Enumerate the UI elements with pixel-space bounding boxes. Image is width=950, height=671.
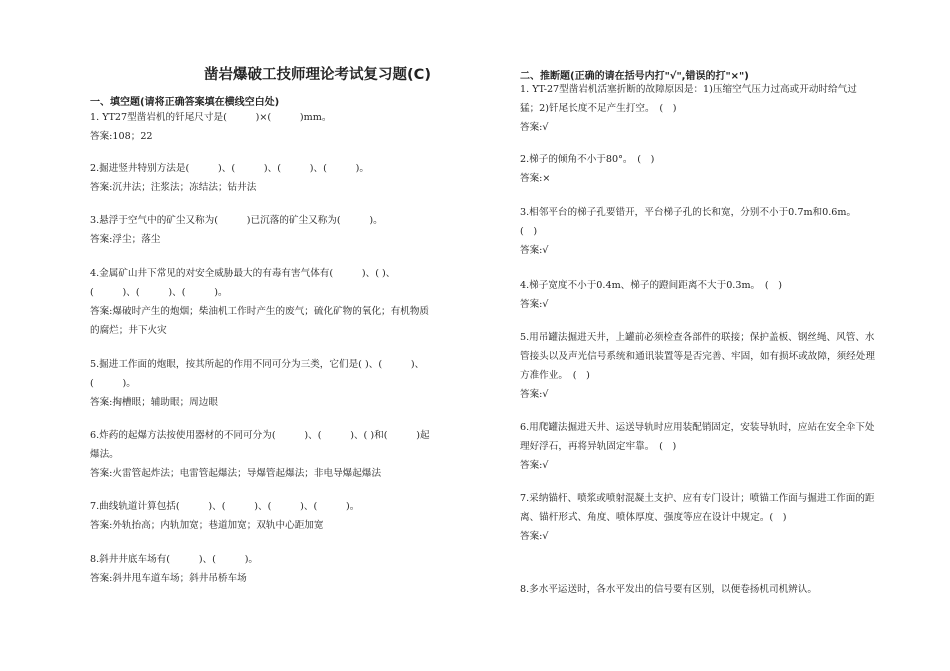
question-text: 8.斜井井底车场有( )、( )。 — [90, 554, 259, 565]
fill-question-6 — [90, 426, 435, 483]
answer-text: 答案:火雷管起炸法；电雷管起爆法；导爆管起爆法；非电导爆起爆法 — [90, 468, 382, 479]
answer-text: 答案:斜井甩车道车场；斜井吊桥车场 — [90, 573, 247, 584]
judge-section-heading: 二、推断题(正确的请在括号内打"√",错误的打"×") — [520, 71, 749, 82]
fill-question-4 — [90, 264, 435, 340]
judge-question-4 — [520, 276, 875, 314]
answer-text: 答案:浮尘；落尘 — [90, 234, 161, 245]
question-text: 1. YT-27型凿岩机活塞折断的故障原因是：1)压缩空气压力过高或开动时给气过猛；2)钎尾长度不足产生打空。 ( ) — [520, 84, 857, 114]
question-text: 4.梯子宽度不小于0.4m、梯子的蹬间距离不大于0.3m。 ( ) — [520, 280, 783, 291]
judge-question-7 — [520, 489, 875, 546]
answer-text: 答案:掏槽眼；辅助眼；周边眼 — [90, 397, 218, 408]
judge-question-6 — [520, 418, 875, 475]
question-text: 6.用爬罐法掘进天井、运送导轨时应用装配销固定，安装导轨时，应站在安全伞下处理好浮石，再将异轨固定牢靠。 ( ) — [520, 422, 875, 452]
judge-question-5 — [520, 328, 875, 404]
answer-text: 答案:沉井法；注浆法；冻结法；钻井法 — [90, 182, 257, 193]
fill-question-1 — [90, 108, 435, 146]
fill-question-2 — [90, 159, 435, 197]
answer-text: 答案:√ — [520, 122, 549, 133]
question-text: 3.悬浮于空气中的矿尘又称为( )已沉落的矿尘又称为( )。 — [90, 215, 383, 226]
fill-question-8 — [90, 550, 435, 588]
answer-text: 答案:× — [520, 173, 551, 184]
question-text: 6.炸药的起爆方法按使用器材的不同可分为( )、( )、( )和( )起爆法。 — [90, 430, 430, 460]
question-text: 3.相邻平台的梯子孔要错开，平台梯子孔的长和宽，分别不小于0.7m和0.6m。 ( ) — [520, 207, 861, 237]
question-text: 7.采纳锚杆、喷浆或喷射混凝土支护、应有专门设计；喷锚工作面与掘进工作面的距离、锚杆形式、角度、喷体厚度、强度等应在设计中规定。( ) — [520, 493, 875, 523]
answer-text: 答案:√ — [520, 531, 549, 542]
answer-text: 答案:√ — [520, 245, 549, 256]
answer-text: 答案:√ — [520, 299, 549, 310]
question-text: 4.金属矿山井下常见的对安全威胁最大的有毒有害气体有( )、( )、( )、( )、( )。 — [90, 268, 396, 298]
fill-question-3 — [90, 211, 435, 249]
question-text: 2.梯子的倾角不小于80°。 ( ) — [520, 154, 655, 165]
fill-question-5 — [90, 355, 435, 412]
answer-text: 答案:108；22 — [90, 131, 153, 142]
question-text: 7.曲线轨道计算包括( )、( )、( )、( )。 — [90, 501, 360, 512]
answer-text: 答案:外轨抬高；内轨加宽；巷道加宽；双轨中心距加宽 — [90, 520, 324, 531]
question-text: 1. YT27型凿岩机的钎尾尺寸是( )×( )mm。 — [90, 112, 332, 123]
answer-text: 答案:√ — [520, 460, 549, 471]
question-text: 5.掘进工作面的炮眼，按其所起的作用不同可分为三类，它们是( )、( )、( )。 — [90, 359, 425, 389]
answer-text: 答案:爆破时产生的炮烟；柴油机工作时产生的废气；硫化矿物的氧化；有机物质的腐烂；井下火灾 — [90, 306, 430, 336]
judge-question-2 — [520, 150, 875, 188]
question-text: 5.用吊罐法掘进天井，上罐前必须检查各部件的联接；保护盖板、钢丝绳、风管、水管接头以及声光信号系统和通讯装置等是否完善、牢固，如有损坏或故障，须经处理方准作业。 ( ) — [520, 332, 875, 381]
judge-question-1 — [520, 80, 875, 137]
answer-text: 答案:√ — [520, 389, 549, 400]
question-text: 8.多水平运送时，各水平发出的信号要有区别，以便卷扬机司机辨认。 — [520, 584, 817, 595]
document-title: 凿岩爆破工技师理论考试复习题(C) — [204, 67, 431, 83]
fill-question-7 — [90, 497, 435, 535]
question-text: 2.掘进竖井特别方法是( )、( )、( )、( )。 — [90, 163, 369, 174]
fill-section-heading: 一、填空题(请将正确答案填在横线空白处) — [90, 97, 280, 108]
judge-question-3 — [520, 203, 875, 260]
judge-question-8 — [520, 580, 875, 599]
